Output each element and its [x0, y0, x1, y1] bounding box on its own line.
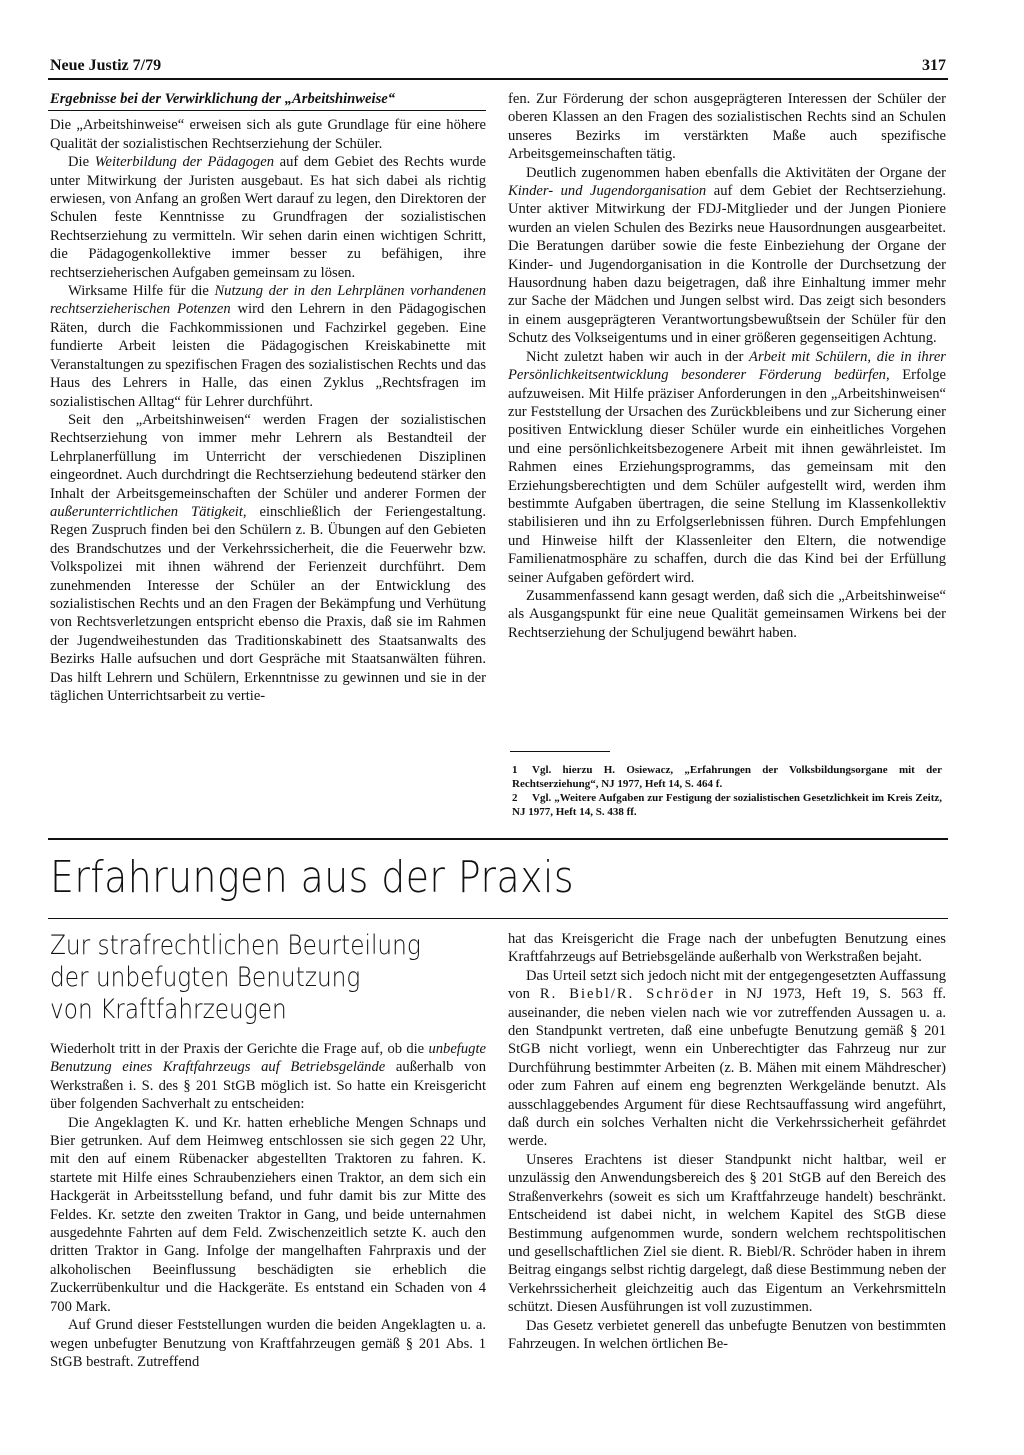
- paragraph: Unseres Erachtens ist dieser Standpunkt nicht haltbar, weil er unzulässig den Anwendungsbereich des § 201 StGB auf den Bereich des Straßenverkehrs (soweit es sich um Kraftfahrzeuge handelt) beschränkt. Entscheidend ist dabei nicht, in welchem Kapitel des StGB diese Bestimmung aufgenommen wurde, sondern welchem rechtspolitischen und gesellschaftlichen Ziel sie dient. R. Biebl/R. Schröder haben in ihrem Beitrag eingangs selbst richtig dargelegt, daß diese Bestimmung neben der Verkehrssicherheit gleichzeitig auch das Eigentum an Verkehrsmitteln schützt. Diesen Ausführungen ist voll zuzustimmen.: [508, 1151, 946, 1316]
- top-left-column: [50, 90, 486, 705]
- header-rule: [48, 78, 948, 80]
- paragraph: Wiederholt tritt in der Praxis der Gerichte die Frage auf, ob die unbefugte Benutzung eines Kraftfahrzeugs auf Betriebsgelände außerhalb von Werkstraßen i. S. des § 201 StGB möglich ist. So hatte ein Kreisgericht über folgenden Sachverhalt zu entscheiden:: [50, 1041, 486, 1113]
- paragraph: Das Gesetz verbietet generell das unbefugte Benutzen von bestimmten Fahrzeugen. In welchen örtlichen Be-: [508, 1317, 946, 1352]
- journal-header: Neue Justiz 7/79: [50, 57, 162, 74]
- paragraph: Nicht zuletzt haben wir auch in der Arbeit mit Schülern, die in ihrer Persönlichkeitsentwicklung besonderer Förderung bedürfen, Erfolge aufzuweisen. Mit Hilfe präziser Anforderungen in den „Arbeitshinweisen“ zur Feststellung der Ursachen des Zurückbleibens und zur Sicherung einer positiven Entwicklung dieser Schüler wurde ein einheitliches Vorgehen und eine persönlichkeitsbezogenere Arbeit mit ihnen gewährleistet. Im Rahmen eines Erziehungsprogramms, das gemeinsam mit den Erziehungsberechtigten und dem Schüler aufgestellt wird, werden ihm bestimmte Aufgaben übertragen, die seine Stellung im Klassenkollektiv stabilisieren und ihn zu Erfolgserlebnissen führen. Durch Empfehlungen und Hinweise hilft der Klassenleiter den Eltern, die notwendige Familienatmosphäre zu schaffen, durch die das Kind bei der Erfüllung seiner Aufgaben gefördert wird.: [508, 348, 946, 586]
- paragraph: fen. Zur Förderung der schon ausgeprägteren Interessen der Schüler der oberen Klassen an den Fragen des sozialistischen Rechts sind an Schulen unseres Bezirks im verstärkten Maße auch spezifische Arbeitsgemeinschaften tätig.: [508, 91, 946, 163]
- paragraph: Seit den „Arbeitshinweisen“ werden Fragen der sozialistischen Rechtserziehung von immer mehr Lehrern als Bestandteil der Lehrplanerfüllung im Unterricht der verschiedenen Disziplinen eingeordnet. Auch durchdringt die Rechtserziehung bedeutend stärker den Inhalt der Arbeitsgemeinschaften der Schüler und anderer Formen der außerunterrichtlichen Tätigkeit, einschließlich der Feriengestaltung. Regen Zuspruch finden bei den Schülern z. B. Übungen auf den Gebieten des Brandschutzes und der Verkehrssicherheit, die die Feuerwehr bzw. Volkspolizei mit ihnen während der Ferienzeit durchführt. Dem zunehmenden Interesse der Schüler an der Entwicklung des sozialistischen Rechts und an den Fragen der Bekämpfung und Verhütung von Rechtsverletzungen entspricht ebenso die Praxis, daß sie im Rahmen der Jugendweihestunden das Traditionskabinett des Staatsanwalts des Bezirks Halle aufsuchen und dort Gespräche mit Staatsanwälten führen. Das hilft Lehrern und Schülern, Erkenntnisse zu gewinnen und sie in der täglichen Unterrichtsarbeit zu vertie-: [50, 411, 486, 704]
- article-right-column: [508, 930, 946, 1353]
- article-title: Zur strafrechtlichen Beurteilung der unbefugten Benutzung von Kraftfahrzeugen: [50, 930, 421, 1025]
- paragraph: Die Angeklagten K. und Kr. hatten erhebliche Mengen Schnaps und Bier getrunken. Auf dem Heimweg entschlossen sie sich gegen 22 Uhr, mit den auf einem Rübenacker abgestellten Traktoren zu fahren. K. startete mit Hilfe eines Schraubenziehers einen Traktor, an dem sich ein Hackgerät in Arbeitsstellung befand, und fuhr damit bis zur Mitte des Feldes. Kr. setzte den zweiten Traktor in Gang, und beide unternahmen ausgedehnte Fahrten auf dem Feld. Zwischenzeitlich setzte K. auch den dritten Traktor in Gang. Infolge der mangelhaften Fahrpraxis und der alkoholischen Beeinflussung beschädigten sie erheblich die Zuckerrübenkultur und die Hackgeräte. Es entstand ein Schaden von 4 700 Mark.: [50, 1114, 486, 1315]
- paragraph: Zusammenfassend kann gesagt werden, daß sich die „Arbeitshinweise“ als Ausgangspunkt für eine neue Qualität gemeinsamen Wirkens bei der Rechtserziehung der Schuljugend bewährt haben.: [508, 587, 946, 641]
- section-title: Erfahrungen aus der Praxis: [50, 852, 574, 903]
- paragraph: hat das Kreisgericht die Frage nach der unbefugten Benutzung eines Kraftfahrzeugs auf Betriebsgelände außerhalb von Werkstraßen bejaht.: [508, 931, 946, 966]
- article-left-column: [50, 1040, 486, 1371]
- paragraph: Auf Grund dieser Feststellungen wurden die beiden Angeklagten u. a. wegen unbefugter Benutzung von Kraftfahrzeugen gemäß § 201 Abs. 1 StGB bestraft. Zutreffend: [50, 1317, 486, 1370]
- section-rule-bottom: [48, 918, 948, 919]
- paragraph: Das Urteil setzt sich jedoch nicht mit der entgegengesetzten Auffassung von R. Biebl/R. Schröder in NJ 1973, Heft 19, S. 563 ff. auseinander, die neben vielen nach wie vor zutreffenden Aussagen u. a. den Standpunkt vertreten, daß eine unbefugte Benutzung gemäß § 201 StGB nicht vorliegt, wenn ein Unberechtigter das Fahrzeug nur zur Durchführung bestimmter Arbeiten (z. B. Mähen mit einem Mähdrescher) oder zum Fahren auf einem eng begrenzten Werkgelände benutzt. Als ausschlaggebendes Argument für diese Rechtsauffassung wird angeführt, daß durch ein solches Verhalten nicht die Verkehrssicherheit gefährdet werde.: [508, 967, 946, 1150]
- paragraph: Wirksame Hilfe für die Nutzung der in den Lehrplänen vorhandenen rechtserzieherischen Potenzen wird den Lehrern in den Pädagogischen Räten, durch die Fachkommissionen und Fachzirkel gegeben. Eine fundierte Arbeit leisten die Pädagogischen Kreiskabinette mit Veranstaltungen zu spezifischen Fragen des sozialistischen Rechts und das Haus des Lehrers in Halle, das einen Zyklus „Rechtsfragen im sozialistischen Alltag“ für Lehrer durchführt.: [50, 283, 486, 410]
- footnote: 2 Vgl. „Weitere Aufgaben zur Festigung der sozialistischen Gesetzlichkeit im Kreis Zeitz, NJ 1977, Heft 14, S. 438 ff.: [512, 792, 942, 818]
- subheading-rule: [48, 110, 486, 111]
- paragraph: Die „Arbeitshinweise“ erweisen sich als gute Grundlage für eine höhere Qualität der sozialistischen Rechtserziehung der Schüler.: [50, 117, 486, 152]
- paragraph: Die Weiterbildung der Pädagogen auf dem Gebiet des Rechts wurde unter Mitwirkung der Juristen ausgebaut. Es hat sich dabei als richtig erwiesen, von Anfang an großen Wert darauf zu legen, den Direktoren der Schulen feste Kenntnisse zu Grundfragen der sozialistischen Rechtserziehung zu vermitteln. Wir sehen darin einen wichtigen Schritt, die Pädagogenkollektive immer besser zu befähigen, ihre rechtserzieherischen Aufgaben gemeinsam zu lösen.: [50, 154, 486, 281]
- footnote: 1 Vgl. hierzu H. Osiewacz, „Erfahrungen der Volksbildungsorgane mit der Rechtserziehung“, NJ 1977, Heft 14, S. 464 f.: [512, 764, 942, 790]
- section-rule: [48, 838, 948, 840]
- subheading: Ergebnisse bei der Verwirklichung der „Arbeitshinweise“: [50, 91, 396, 107]
- page-number: 317: [922, 57, 946, 74]
- footnote-rule: [510, 751, 610, 752]
- paragraph: Deutlich zugenommen haben ebenfalls die Aktivitäten der Organe der Kinder- und Jugendorganisation auf dem Gebiet der Rechtserziehung. Unter aktiver Mitwirkung der FDJ-Mitglieder und der Jungen Pioniere wurden an vielen Schulen des Bezirks neue Hausordnungen ausgearbeitet. Die Beratungen darüber sowie die feste Einbeziehung der Organe der Kinder- und Jugendorganisation in die Kontrolle der Durchsetzung der Hausordnung haben dazu beigetragen, daß ihre Einhaltung immer mehr zur Sache der Mädchen und Jungen selbst wird. Das zeigt sich besonders in einem ausgeprägteren Verantwortungsbewußtsein der Schüler für den Schutz des Volkseigentums und in einer größeren gegenseitigen Achtung.: [508, 164, 946, 347]
- top-right-column: [508, 90, 946, 642]
